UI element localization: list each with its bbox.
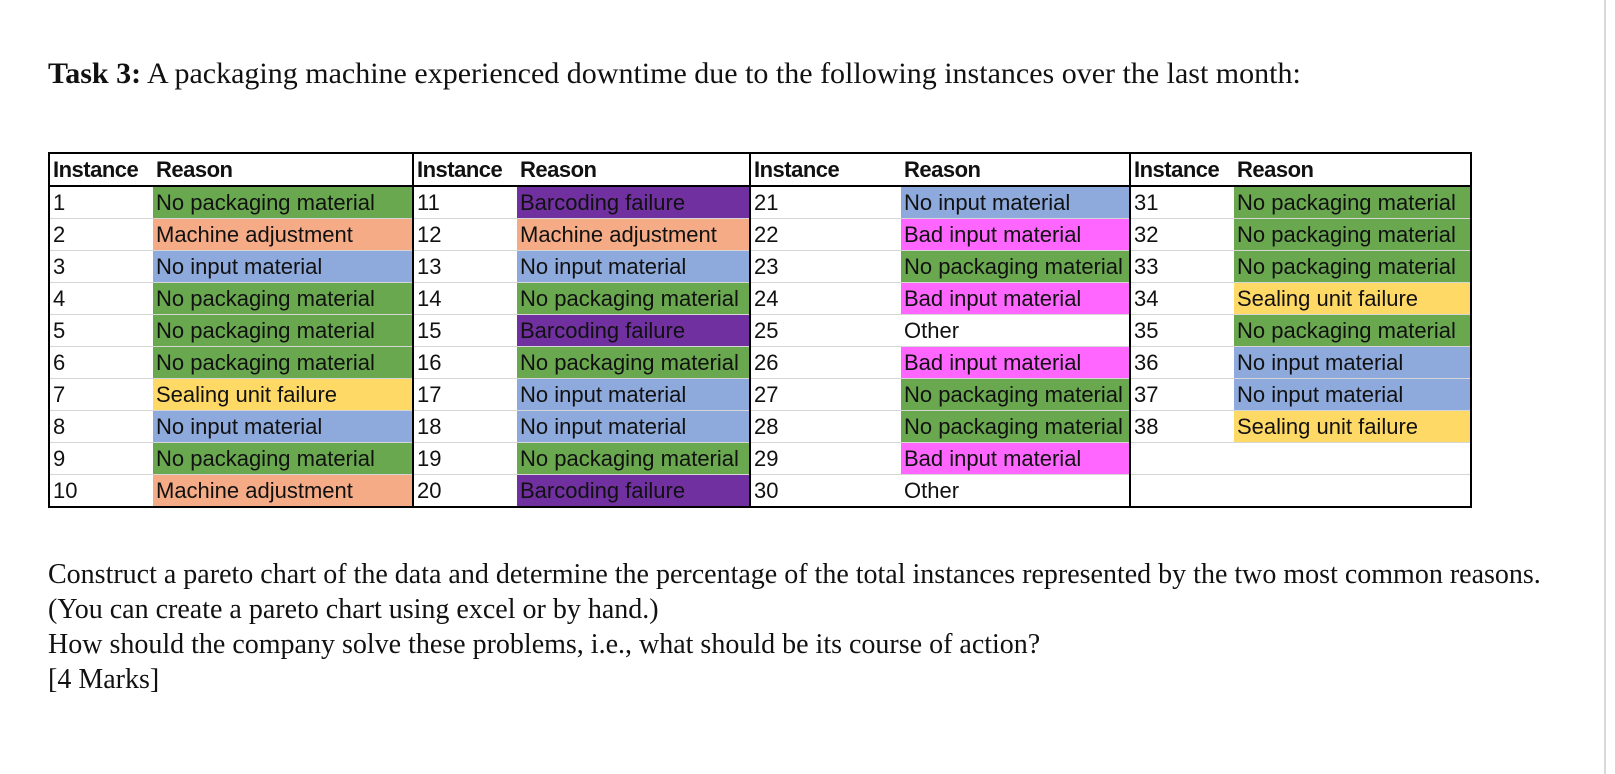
reason-cell <box>1234 443 1471 475</box>
reason-cell: No packaging material <box>1234 251 1471 283</box>
table-row <box>49 315 1471 347</box>
instance-cell: 34 <box>1130 283 1234 315</box>
downtime-table <box>48 152 1472 508</box>
header-instance: Instance <box>750 153 901 186</box>
reason-cell: No packaging material <box>517 347 750 379</box>
reason-cell: Sealing unit failure <box>1234 411 1471 443</box>
reason-cell: No input material <box>153 411 413 443</box>
reason-cell: Barcoding failure <box>517 186 750 219</box>
instance-cell: 3 <box>49 251 153 283</box>
reason-cell: No input material <box>153 251 413 283</box>
reason-cell: No input material <box>517 251 750 283</box>
reason-cell: Machine adjustment <box>153 475 413 508</box>
instance-cell: 33 <box>1130 251 1234 283</box>
table-row <box>49 379 1471 411</box>
reason-cell: Bad input material <box>901 283 1130 315</box>
reason-cell: Bad input material <box>901 219 1130 251</box>
instance-cell: 27 <box>750 379 901 411</box>
table-row <box>49 186 1471 219</box>
instance-cell: 13 <box>413 251 517 283</box>
reason-cell: Machine adjustment <box>517 219 750 251</box>
table-row <box>49 251 1471 283</box>
reason-cell: Bad input material <box>901 347 1130 379</box>
instance-cell: 1 <box>49 186 153 219</box>
instance-cell: 4 <box>49 283 153 315</box>
instance-cell: 17 <box>413 379 517 411</box>
page-right-edge <box>1604 0 1606 774</box>
reason-cell: No input material <box>1234 379 1471 411</box>
instance-cell: 31 <box>1130 186 1234 219</box>
task-text: A packaging machine experienced downtime due to the following instances over the last month: <box>146 57 1301 90</box>
reason-cell: No input material <box>517 411 750 443</box>
reason-cell: No packaging material <box>1234 315 1471 347</box>
reason-cell: Sealing unit failure <box>153 379 413 411</box>
header-reason: Reason <box>1234 153 1471 186</box>
reason-cell: Barcoding failure <box>517 475 750 508</box>
instance-cell: 35 <box>1130 315 1234 347</box>
instance-cell: 24 <box>750 283 901 315</box>
instance-cell: 9 <box>49 443 153 475</box>
reason-cell: No packaging material <box>901 411 1130 443</box>
table-row <box>49 283 1471 315</box>
instance-cell: 29 <box>750 443 901 475</box>
instance-cell: 19 <box>413 443 517 475</box>
instance-cell: 18 <box>413 411 517 443</box>
reason-cell: Bad input material <box>901 443 1130 475</box>
instance-cell: 22 <box>750 219 901 251</box>
question-block <box>48 557 1588 697</box>
instance-cell: 11 <box>413 186 517 219</box>
header-reason: Reason <box>517 153 750 186</box>
reason-cell: Barcoding failure <box>517 315 750 347</box>
instance-cell: 37 <box>1130 379 1234 411</box>
reason-cell: No packaging material <box>153 186 413 219</box>
header-instance: Instance <box>413 153 517 186</box>
table-row <box>49 443 1471 475</box>
reason-cell: No packaging material <box>153 283 413 315</box>
reason-cell: Sealing unit failure <box>1234 283 1471 315</box>
instance-cell: 14 <box>413 283 517 315</box>
instance-cell: 7 <box>49 379 153 411</box>
task-heading <box>48 54 1301 94</box>
instance-cell: 5 <box>49 315 153 347</box>
instance-cell: 20 <box>413 475 517 508</box>
reason-cell: No packaging material <box>1234 219 1471 251</box>
reason-cell: No packaging material <box>1234 186 1471 219</box>
instance-cell: 28 <box>750 411 901 443</box>
question-pareto: Construct a pareto chart of the data and determine the percentage of the total instances represented by the two most common reasons. (You can create a pareto chart using excel or by hand.) <box>48 559 1541 625</box>
instance-cell: 21 <box>750 186 901 219</box>
reason-cell: No packaging material <box>901 379 1130 411</box>
reason-cell: Machine adjustment <box>153 219 413 251</box>
table-row <box>49 411 1471 443</box>
reason-cell: No packaging material <box>153 347 413 379</box>
instance-cell: 36 <box>1130 347 1234 379</box>
reason-cell: No packaging material <box>153 443 413 475</box>
instance-cell: 32 <box>1130 219 1234 251</box>
table-row <box>49 347 1471 379</box>
reason-cell: No packaging material <box>517 443 750 475</box>
header-instance: Instance <box>49 153 153 186</box>
instance-cell: 15 <box>413 315 517 347</box>
instance-cell: 12 <box>413 219 517 251</box>
reason-cell <box>1234 475 1471 508</box>
question-course-of-action: How should the company solve these problems, i.e., what should be its course of action? <box>48 629 1041 660</box>
instance-cell: 6 <box>49 347 153 379</box>
reason-cell: Other <box>901 315 1130 347</box>
reason-cell: No input material <box>901 186 1130 219</box>
reason-cell: Other <box>901 475 1130 508</box>
reason-cell: No input material <box>1234 347 1471 379</box>
instance-cell: 38 <box>1130 411 1234 443</box>
reason-cell: No packaging material <box>517 283 750 315</box>
task-label: Task 3: <box>48 57 142 90</box>
instance-cell <box>1130 443 1234 475</box>
header-instance: Instance <box>1130 153 1234 186</box>
instance-cell: 16 <box>413 347 517 379</box>
header-reason: Reason <box>901 153 1130 186</box>
instance-cell: 10 <box>49 475 153 508</box>
instance-cell: 26 <box>750 347 901 379</box>
reason-cell: No packaging material <box>901 251 1130 283</box>
table-row <box>49 219 1471 251</box>
table-header-row <box>49 153 1471 186</box>
header-reason: Reason <box>153 153 413 186</box>
question-marks: [4 Marks] <box>48 664 160 695</box>
instance-cell: 2 <box>49 219 153 251</box>
table-row <box>49 475 1471 508</box>
instance-cell: 8 <box>49 411 153 443</box>
instance-cell: 30 <box>750 475 901 508</box>
instance-cell: 25 <box>750 315 901 347</box>
reason-cell: No input material <box>517 379 750 411</box>
instance-cell: 23 <box>750 251 901 283</box>
instance-cell <box>1130 475 1234 508</box>
reason-cell: No packaging material <box>153 315 413 347</box>
